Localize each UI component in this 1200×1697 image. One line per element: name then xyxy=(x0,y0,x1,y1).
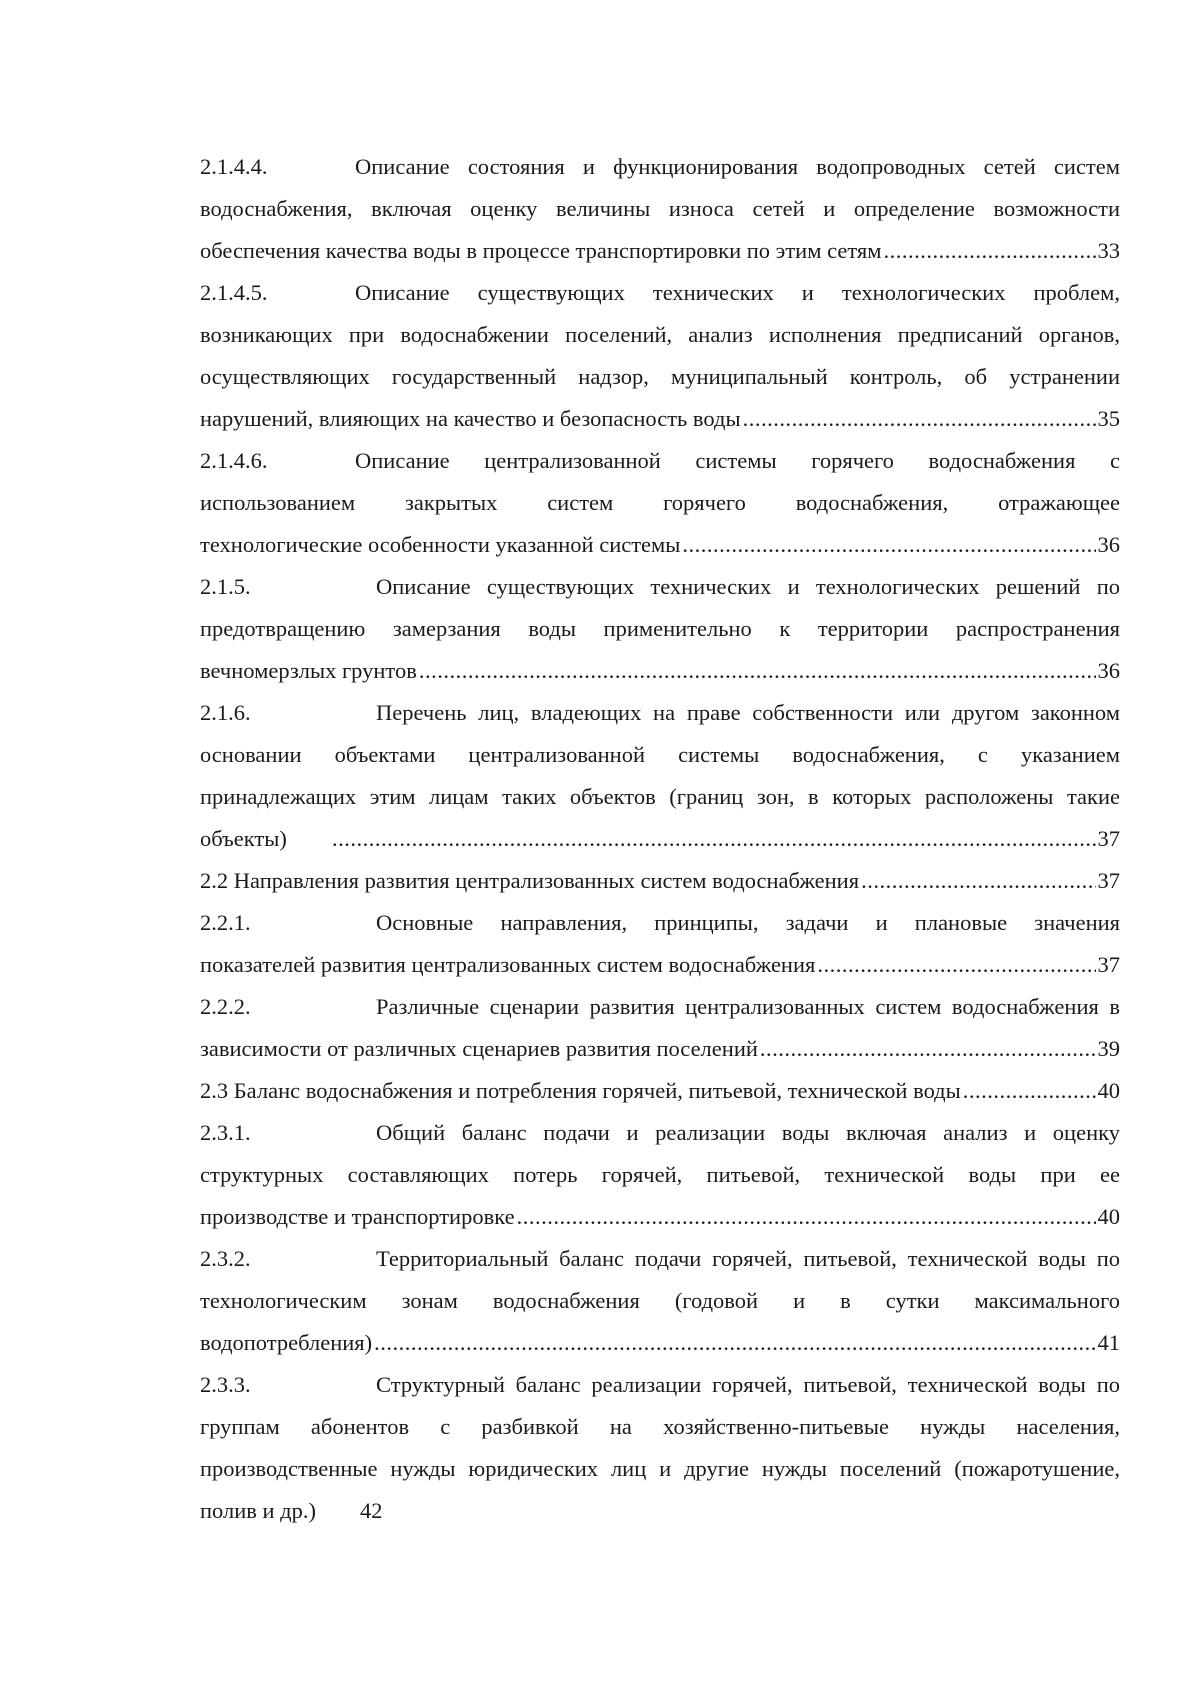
toc-entry-number: 2.1.4.5. xyxy=(200,280,268,305)
toc-entry-line: использованием закрытых систем горячего водоснабжения, отражающее xyxy=(200,490,1120,515)
toc-entry-number: 2.1.4.6. xyxy=(200,448,268,473)
dot-leader xyxy=(963,1070,1096,1112)
dot-leader xyxy=(374,1322,1095,1364)
toc-entry-line xyxy=(200,566,1120,608)
page-number: 36 xyxy=(1097,532,1120,557)
toc-entry-last-line xyxy=(200,398,1120,440)
toc-entry-text: обеспечения качества воды в процессе транспортировки по этим сетям xyxy=(200,238,882,263)
page-number: 37 xyxy=(1097,952,1120,977)
toc-entry-last-line xyxy=(200,524,1120,566)
toc-entry-text: Структурный баланс реализации горячей, питьевой, технической воды по xyxy=(376,1372,1120,1397)
toc-entry-line xyxy=(200,272,1120,314)
toc-entry-line xyxy=(200,1364,1120,1406)
toc-entry-number: 2.1.4.4. xyxy=(200,154,268,179)
toc-entry-line xyxy=(200,440,1120,482)
toc-entry-text: Описание состояния и функционирования водопроводных сетей систем xyxy=(355,154,1120,179)
toc-entry-text: Различные сценарии развития централизованных систем водоснабжения в xyxy=(376,994,1120,1019)
toc-entry-text: объекты) xyxy=(200,826,287,851)
page-number: 40 xyxy=(1097,1204,1120,1229)
dot-leader xyxy=(419,650,1096,692)
toc-entry-line xyxy=(200,902,1120,944)
page-number: 42 xyxy=(360,1498,383,1523)
toc-entry xyxy=(200,1112,1120,1238)
toc-entry-last-line xyxy=(200,944,1120,986)
toc-entry-text: Перечень лиц, владеющих на праве собственности или другом законном xyxy=(376,700,1120,725)
toc-entry xyxy=(200,272,1120,440)
toc-entry-number: 2.3.3. xyxy=(200,1372,251,1397)
page-number: 35 xyxy=(1097,406,1120,431)
toc-entry-last-line xyxy=(200,860,1120,902)
toc-entry-last-line xyxy=(200,1322,1120,1364)
toc-entry-line: возникающих при водоснабжении поселений, анализ исполнения предписаний органов, xyxy=(200,322,1120,347)
dot-leader xyxy=(743,398,1096,440)
toc-entry-line: группам абонентов с разбивкой на хозяйственно-питьевые нужды населения, xyxy=(200,1414,1120,1439)
toc-entry-last-line xyxy=(200,230,1120,272)
toc-entry-line xyxy=(200,986,1120,1028)
dot-leader xyxy=(817,944,1095,986)
toc-entry-number: 2.1.6. xyxy=(200,700,251,725)
toc-entry-text: Описание существующих технических и технологических проблем, xyxy=(355,280,1120,305)
toc-entry-text: технологические особенности указанной системы xyxy=(200,532,681,557)
toc-entry-line xyxy=(200,146,1120,188)
toc-entry xyxy=(200,902,1120,986)
toc-entry-number: 2.1.5. xyxy=(200,574,251,599)
page-number: 41 xyxy=(1097,1330,1120,1355)
toc-entry-text: Основные направления, принципы, задачи и плановые значения xyxy=(376,910,1120,935)
toc-entry-text: вечномерзлых грунтов xyxy=(200,658,417,683)
toc-section-heading: 2.2 Направления развития централизованных систем водоснабжения xyxy=(200,868,860,893)
toc-entry-text: Территориальный баланс подачи горячей, питьевой, технической воды по xyxy=(376,1246,1120,1271)
toc-entry xyxy=(200,440,1120,566)
toc-entry-last-line xyxy=(200,1196,1120,1238)
page-number: 37 xyxy=(1097,826,1120,851)
toc-entry-line: осуществляющих государственный надзор, муниципальный контроль, об устранении xyxy=(200,364,1120,389)
toc-entry-line: технологическим зонам водоснабжения (годовой и в сутки максимального xyxy=(200,1288,1120,1313)
page-number: 33 xyxy=(1097,238,1120,263)
toc-entry xyxy=(200,566,1120,692)
toc-entry xyxy=(200,692,1120,860)
toc-entry xyxy=(200,146,1120,272)
toc-entry xyxy=(200,986,1120,1070)
toc-entry-text: водопотребления) xyxy=(200,1330,373,1355)
toc-entry-line: водоснабжения, включая оценку величины износа сетей и определение возможности xyxy=(200,196,1120,221)
table-of-contents xyxy=(200,146,1120,1532)
toc-entry-text: Описание централизованной системы горячего водоснабжения с xyxy=(355,448,1120,473)
page-number: 40 xyxy=(1097,1078,1120,1103)
toc-entry-text: показателей развития централизованных систем водоснабжения xyxy=(200,952,816,977)
toc-entry-text: зависимости от различных сценариев развития поселений xyxy=(200,1036,758,1061)
toc-entry-text: производстве и транспортировке xyxy=(200,1204,515,1229)
dot-leader xyxy=(861,860,1095,902)
toc-entry-line xyxy=(200,692,1120,734)
toc-entry-line: структурных составляющих потерь горячей, питьевой, технической воды при ее xyxy=(200,1162,1120,1187)
toc-entry-number: 2.2.2. xyxy=(200,994,251,1019)
toc-entry xyxy=(200,1070,1120,1112)
toc-entry xyxy=(200,860,1120,902)
dot-leader xyxy=(883,230,1095,272)
toc-entry-line: производственные нужды юридических лиц и другие нужды поселений (пожаротушение, xyxy=(200,1456,1120,1481)
dot-leader xyxy=(332,818,1096,860)
toc-entry-last-line xyxy=(200,818,1120,860)
toc-entry-last-line xyxy=(200,1070,1120,1112)
dot-leader xyxy=(760,1028,1096,1070)
dot-leader xyxy=(682,524,1095,566)
page-number: 36 xyxy=(1097,658,1120,683)
page-number: 37 xyxy=(1097,868,1120,893)
toc-entry-number: 2.3.2. xyxy=(200,1246,251,1271)
toc-entry-last-line xyxy=(200,1490,1120,1532)
toc-entry-line: предотвращению замерзания воды применительно к территории распространения xyxy=(200,616,1120,641)
toc-entry-line xyxy=(200,1112,1120,1154)
toc-entry xyxy=(200,1364,1120,1532)
toc-entry-text: полив и др.) xyxy=(200,1498,316,1523)
toc-entry-text: нарушений, влияющих на качество и безопасность воды xyxy=(200,406,741,431)
toc-entry-line: основании объектами централизованной системы водоснабжения, с указанием xyxy=(200,742,1120,767)
toc-entry-number: 2.2.1. xyxy=(200,910,251,935)
toc-entry-line: принадлежащих этим лицам таких объектов (границ зон, в которых расположены такие xyxy=(200,784,1120,809)
toc-entry-line xyxy=(200,1238,1120,1280)
toc-entry-last-line xyxy=(200,1028,1120,1070)
toc-entry-number: 2.3.1. xyxy=(200,1120,251,1145)
toc-entry-last-line xyxy=(200,650,1120,692)
page-number: 39 xyxy=(1097,1036,1120,1061)
toc-entry-text: Описание существующих технических и технологических решений по xyxy=(376,574,1120,599)
dot-leader xyxy=(517,1196,1096,1238)
toc-section-heading: 2.3 Баланс водоснабжения и потребления горячей, питьевой, технической воды xyxy=(200,1078,961,1103)
toc-entry xyxy=(200,1238,1120,1364)
toc-entry-text: Общий баланс подачи и реализации воды включая анализ и оценку xyxy=(376,1120,1120,1145)
